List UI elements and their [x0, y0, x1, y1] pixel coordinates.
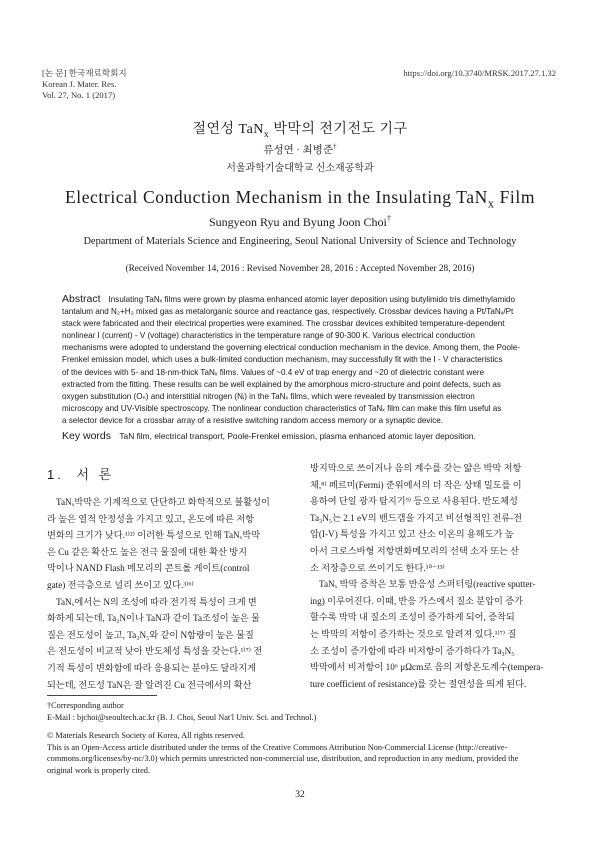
abstract	[62, 293, 562, 427]
keywords-text: TaN film, electrical transport, Poole-Frenkel emission, plasma enhanced atomic layer deposition.	[119, 431, 476, 441]
body-right-column	[310, 460, 554, 692]
abstract-label: Abstract	[62, 293, 101, 305]
abstract-line	[62, 342, 562, 354]
doi-link[interactable]: https://doi.org/10.3740/MRSK.2017.27.1.32	[403, 68, 556, 78]
body-line: 화하게 되는데, Ta₂N이나 TaN과 같이 Ta조성이 높은 물	[47, 613, 260, 624]
abstract-line-text: Insulating TaNₓ films were grown by plasma enhanced atomic layer deposition using butylimido tris dimethylamido	[108, 295, 516, 304]
body-line: Ta₃N₅는 2.1 eV의 밴드갭을 가지고 비선형적인 전류-전	[310, 512, 523, 523]
body-line: ture coefficient of resistance)를 갖는 절연성을 띄게 된다.	[310, 678, 527, 689]
body-line: 되는데, 전도성 TaN은 잘 알려진 Cu 전극에서의 확산	[47, 679, 252, 690]
abstract-line-text: tantalum and N₂+H₂ mixed gas as metalorganic source and reactance gas, respectively. Crossbar devices having a Pt/TaNₓ/Pt	[62, 307, 514, 317]
abstract-line	[62, 293, 562, 306]
body-line: gate) 전극층으로 널리 쓰이고 있다.³⁾⁶⁾	[47, 579, 194, 590]
body-line: TaNₓ에서는 N의 조성에 따라 전기적 특성이 크게 변	[56, 596, 257, 607]
title-en-sub: x	[487, 196, 495, 211]
received-dates: (Received November 14, 2016 : Revised November 28, 2016 : Accepted November 28, 2016)	[125, 264, 475, 274]
authors-kr-names: 류성연 · 최병준	[263, 145, 333, 156]
body-line: 박막에서 비저항이 10⁶ μΩcm로 음의 저항온도계수(tempera-	[310, 662, 544, 673]
abstract-line	[62, 330, 562, 342]
body-left-column	[47, 494, 291, 693]
abstract-line	[62, 367, 562, 379]
authors-kr	[0, 142, 600, 157]
title-kr	[0, 118, 600, 138]
title-en	[0, 187, 600, 211]
abstract-line-text: microscopy and UV-Visible spectroscopy. The nonlinear conduction characteristics of TaNₓ film can make this film useful as	[62, 403, 502, 413]
body-line: 라 높은 열적 안정성을 가지고 있고, 온도에 따른 저항	[47, 513, 255, 524]
body-line: 용하여 단일 광자 탐지기⁹⁾ 등으로 사용된다. 반도체성	[310, 496, 518, 507]
abstract-line	[62, 391, 562, 403]
keywords-label: Key words	[62, 430, 112, 442]
email-note: E-Mail : bjchoi@seoultech.ac.kr (B. J. Choi, Seoul Nat'l Univ. Sci. and Technol.)	[47, 712, 317, 722]
copyright-note: © Materials Research Society of Korea, All rights reserved.	[47, 731, 245, 740]
authors-en-names: Sungyeon Ryu and Byung Joon Choi	[208, 215, 387, 229]
abstract-body	[62, 293, 562, 427]
corresponding-mark-en: †	[386, 214, 392, 223]
body-line: 소 저장층으로 쓰이기도 한다.¹⁰⁻¹³⁾	[310, 562, 445, 573]
title-kr-main: 절연성 TaN	[192, 122, 264, 137]
body-line: ing) 이루어진다. 이때, 반응 가스에서 질소 분압이 증가	[310, 595, 523, 606]
affiliation-en: Department of Materials Science and Engineering, Seoul National University of Science and Technology	[83, 236, 517, 247]
abstract-line	[62, 354, 562, 366]
abstract-line-text: of the devices with 5- and 18-nm-thick TaNₓ films. Values of ~0.4 eV of trap energy and ~20 of dielectric constant were	[62, 367, 485, 377]
body-line: 는 박막의 저항이 증가하는 것으로 알려져 있다.¹⁾⁷⁾ 질	[310, 628, 517, 639]
abstract-line-text: mechanisms were adopted to understand the governing electrical conduction mechanism in the device. Among them, the Poole-	[62, 343, 521, 353]
body-line: 막이나 NAND Flash 메모리의 콘트롤 게이트(control	[47, 563, 250, 574]
body-line: TaNₓ박막은 기계적으로 단단하고 화학적으로 불활성이	[56, 497, 270, 507]
body-line: 압(I-V) 특성을 가지고 있고 산소 이온의 용해도가 높	[310, 529, 514, 540]
abstract-line	[62, 415, 562, 427]
title-en-tail: Film	[494, 187, 536, 207]
keywords	[62, 430, 476, 442]
corresponding-author-note: †Corresponding author	[47, 701, 124, 710]
abstract-line	[62, 306, 562, 318]
abstract-line-text: nonlinear I (current) - V (voltage) characteristics in the temperature range of 90-300 K. Various electrical conduction	[62, 331, 475, 341]
abstract-line	[62, 318, 562, 330]
footnote-rule	[47, 695, 157, 696]
title-en-main: Electrical Conduction Mechanism in the Insulating TaN	[64, 187, 488, 207]
abstract-line-text: a selector device for a crossbar array of a resistive switching random access memory or a synaptic device.	[62, 415, 444, 425]
body-line: 기적 특성이 변화함에 따라 응용되는 분야도 달라지게	[47, 662, 257, 673]
license-line: commons.org/licenses/by-nc/3.0) which permits unrestricted non-commercial use, distribution, and reproduction in any medium, provided the	[47, 754, 519, 763]
abstract-line	[62, 403, 562, 415]
affiliation-kr: 서울과학기술대학교 신소재공학과	[226, 163, 374, 174]
license-line: This is an Open-Access article distributed under the terms of the Creative Commons Attribution Non-Commercial License (http://creative-	[47, 742, 508, 752]
body-line: 아서 크로스바형 저항변화메모리의 선택 소자 또는 산	[310, 545, 520, 556]
journal-name-en: Korean J. Mater. Res.	[42, 79, 117, 89]
abstract-line-text: Frenkel emission model, which uses a bulk-limited conduction mechanism, may successfully fit with the I - V characteristics	[62, 355, 503, 365]
body-line: 은 Cu 같은 확산도 높은 전극 물질에 대한 확산 방지	[47, 546, 248, 557]
journal-name-kr: [논 문] 한국재료학회지	[42, 68, 127, 78]
body-line: 방지막으로 쓰이거나 음의 계수를 갖는 얇은 박막 저항	[310, 463, 522, 473]
license-line: original work is properly cited.	[47, 765, 150, 775]
body-line: 질은 전도성이 높고, Ta₃N₅와 같이 N함량이 높은 물질	[47, 629, 254, 640]
body-line: 할수록 박막 내 질소의 조성이 증가하게 되어, 증착되	[310, 612, 515, 623]
body-line: 체,⁸⁾ 페르미(Fermi) 준위에서의 더 작은 상태 밀도를 이	[310, 479, 522, 490]
title-kr-tail: 박막의 전기전도 기구	[269, 122, 408, 137]
license-note	[47, 742, 557, 777]
body-line: 소 조성이 증가함에 따라 비저항이 증가하다가 Ta₃N₅	[310, 645, 515, 656]
journal-volume: Vol. 27, No. 1 (2017)	[42, 90, 116, 100]
footnotes	[47, 700, 557, 776]
abstract-line-text: oxygen substitution (Oₙ) and interstitial nitrogen (Nᵢ) in the TaNₓ films, which were revealed by transmission electron	[62, 391, 475, 401]
body-line: TaNₓ 박막 증착은 보통 반응성 스퍼터링(reactive sputter-	[319, 579, 536, 590]
section-title: 서 론	[76, 467, 115, 482]
body-line: 은 전도성이 비교적 낮아 반도체성 특성을 갖는다.¹⁾⁷⁾ 전	[47, 646, 263, 657]
section-number: 1.	[47, 467, 64, 482]
page-number: 32	[295, 790, 305, 800]
abstract-line-text: stack were fabricated and their electrical properties were examined. The crossbar devices exhibited temperature-dependent	[62, 319, 505, 329]
title-kr-sub: x	[263, 128, 270, 140]
abstract-line-text: extracted from the fitting. These results can be well explained by the amorphous micro-structure and point defects, such as	[62, 379, 501, 389]
journal-header	[42, 68, 127, 101]
body-line: 변화의 크기가 낮다.¹⁾²⁾ 이러한 특성으로 인해 TaNₓ박막	[47, 530, 261, 541]
abstract-line	[62, 379, 562, 391]
section-heading	[47, 464, 114, 483]
authors-en	[0, 215, 600, 230]
corresponding-mark: †	[332, 141, 337, 151]
